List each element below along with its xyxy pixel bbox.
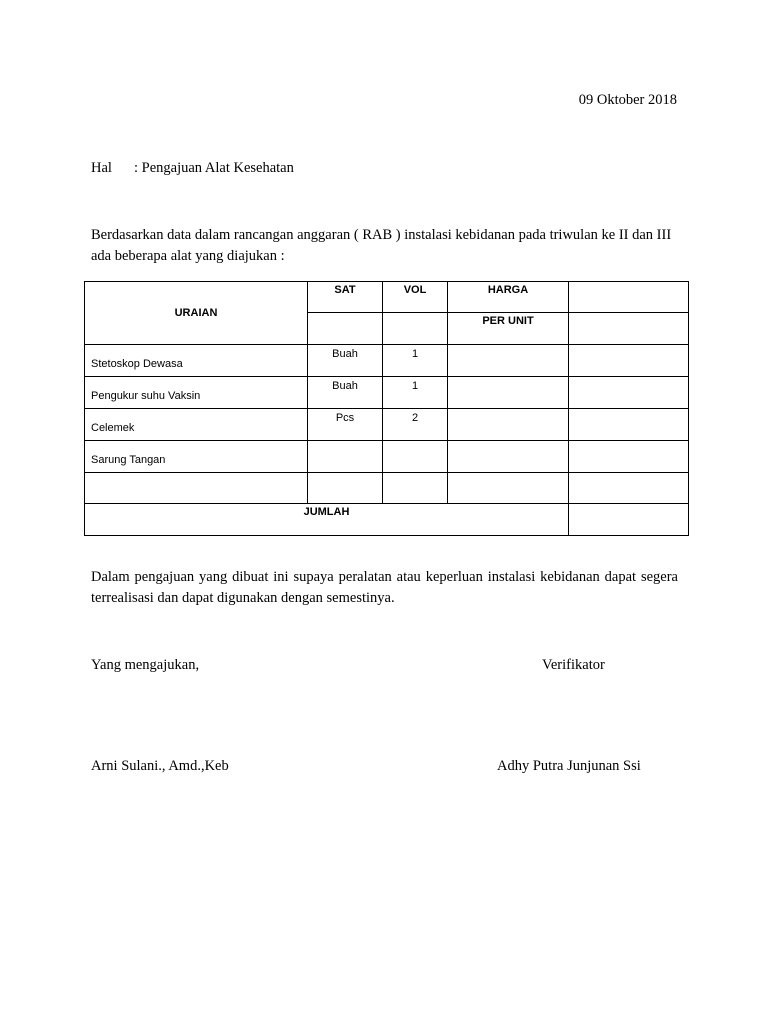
table-header-row (85, 282, 689, 313)
rab-table (84, 281, 689, 536)
applicant-role: Yang mengajukan, (91, 657, 200, 673)
letter-date: 09 Oktober 2018 (578, 92, 677, 108)
item-name: Pengukur suhu Vaksin (85, 377, 308, 409)
item-vol: 1 (383, 377, 448, 409)
closing-paragraph: Dalam pengajuan yang dibuat ini supaya peralatan atau keperluan instalasi kebidanan dapat segera terrealisasi dan dapat digunakan dengan semestinya. (91, 569, 678, 606)
jumlah-label: JUMLAH (85, 504, 569, 536)
item-sat (308, 441, 383, 473)
header-uraian: URAIAN (85, 282, 308, 345)
subject-text: : Pengajuan Alat Kesehatan (134, 160, 294, 176)
applicant-name: Arni Sulani., Amd.,Keb (91, 758, 229, 774)
header-sat: SAT (308, 282, 383, 313)
item-total (569, 345, 689, 377)
table-row (85, 473, 689, 504)
intro-paragraph: Berdasarkan data dalam rancangan anggaran ( RAB ) instalasi kebidanan pada triwulan ke II dan III ada beberapa alat yang diajukan : (91, 227, 672, 264)
item-harga (448, 473, 569, 504)
verifier-role: Verifikator (542, 657, 605, 673)
item-harga (448, 441, 569, 473)
item-name: Sarung Tangan (85, 441, 308, 473)
item-name (85, 473, 308, 504)
item-name: Stetoskop Dewasa (85, 345, 308, 377)
header-empty-cell (569, 282, 689, 313)
table-row (85, 345, 689, 377)
item-sat: Buah (308, 345, 383, 377)
subject-label: Hal (91, 160, 112, 176)
item-harga (448, 409, 569, 441)
letter-subject (91, 160, 294, 177)
item-vol (383, 473, 448, 504)
item-total (569, 377, 689, 409)
table-row (85, 377, 689, 409)
table-row (85, 441, 689, 473)
item-vol: 1 (383, 345, 448, 377)
header-harga: HARGA (448, 282, 569, 313)
item-harga (448, 345, 569, 377)
subheader-empty-cell (308, 313, 383, 345)
item-sat: Buah (308, 377, 383, 409)
jumlah-value-cell (569, 504, 689, 536)
header-per-unit: PER UNIT (448, 313, 569, 345)
item-sat: Pcs (308, 409, 383, 441)
subheader-empty-cell (383, 313, 448, 345)
item-vol: 2 (383, 409, 448, 441)
item-total (569, 441, 689, 473)
table-total-row (85, 504, 689, 536)
header-vol: VOL (383, 282, 448, 313)
subheader-empty-cell (569, 313, 689, 345)
table-row (85, 409, 689, 441)
item-vol (383, 441, 448, 473)
item-name: Celemek (85, 409, 308, 441)
item-harga (448, 377, 569, 409)
item-total (569, 473, 689, 504)
verifier-name: Adhy Putra Junjunan Ssi (497, 758, 641, 774)
item-sat (308, 473, 383, 504)
item-total (569, 409, 689, 441)
